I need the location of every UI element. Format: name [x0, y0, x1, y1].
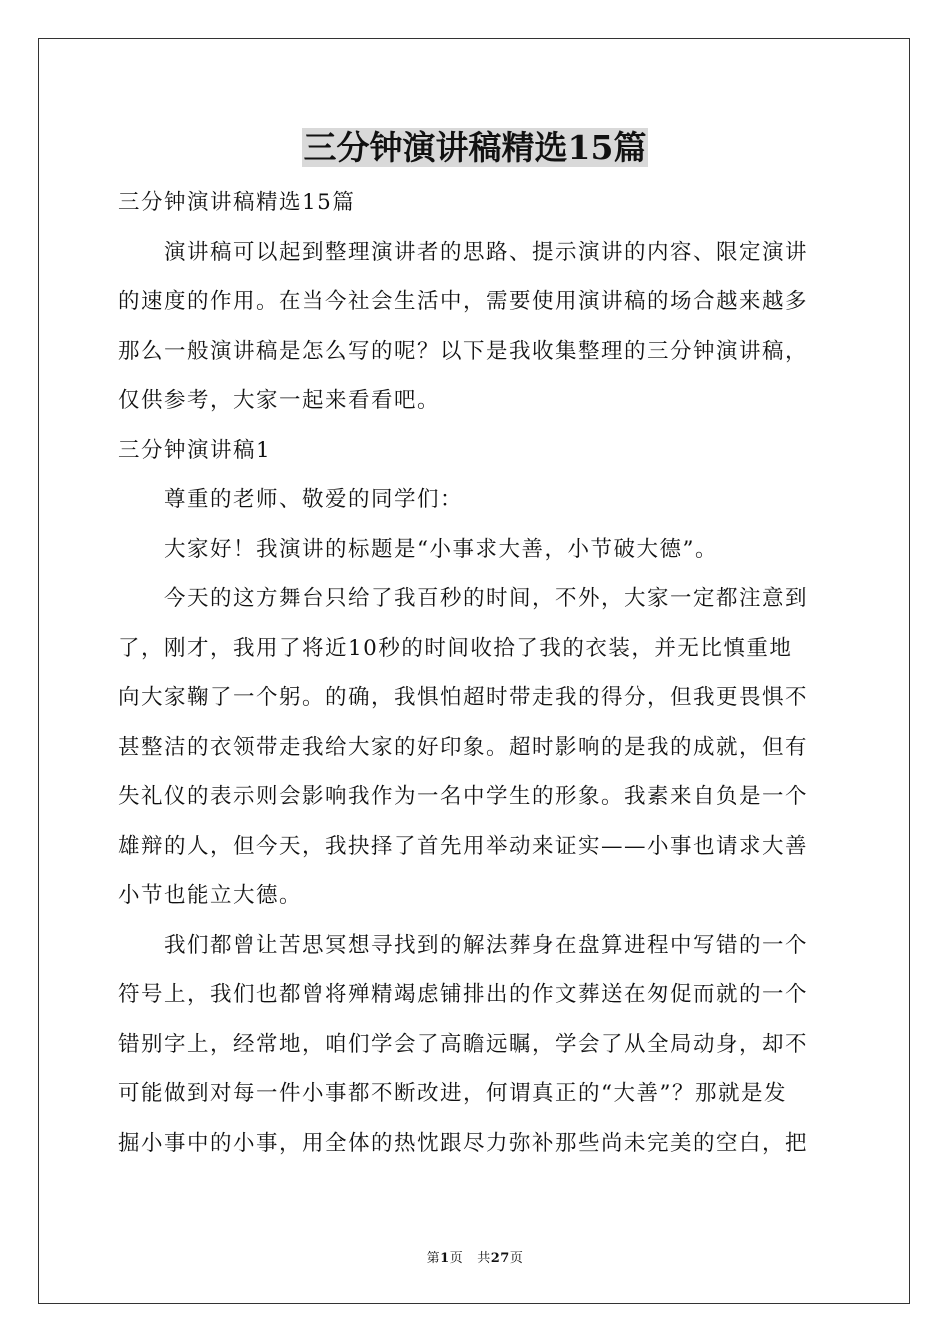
- footer-total-pages: 27: [490, 1251, 510, 1266]
- text-line: 尊重的老师、敬爱的同学们：: [164, 487, 464, 512]
- page-footer: [0, 1247, 950, 1266]
- text-line: 演讲稿可以起到整理演讲者的思路、提示演讲的内容、限定演讲: [164, 239, 809, 265]
- footer-page-prefix: 第: [426, 1251, 441, 1266]
- text-line: 向大家鞠了一个躬。的确，我惧怕超时带走我的得分，但我更畏惧不: [118, 685, 809, 710]
- footer-page-suffix: 页: [449, 1251, 464, 1266]
- text-line: 的速度的作用。在当今社会生活中，需要使用演讲稿的场合越来越多: [118, 289, 809, 314]
- text-line: 了，刚才，我用了将近10秒的时间收拾了我的衣装，并无比慎重地: [118, 635, 793, 661]
- document-title-text: 三分钟演讲稿精选15篇: [303, 128, 647, 167]
- text-line: 小节也能立大德。: [118, 883, 303, 908]
- text-line: 那么一般演讲稿是怎么写的呢？以下是我收集整理的三分钟演讲稿，: [118, 338, 809, 364]
- text-line: 三分钟演讲稿1: [118, 437, 272, 463]
- text-line: 符号上，我们也都曾将殚精竭虑铺排出的作文葬送在匆促而就的一个: [118, 982, 809, 1007]
- footer-total-suffix: 页: [509, 1251, 524, 1266]
- footer-page-number: 1: [440, 1251, 450, 1266]
- text-line: 仅供参考，大家一起来看看吧。: [118, 388, 441, 413]
- text-line: 今天的这方舞台只给了我百秒的时间，不外，大家一定都注意到: [164, 586, 809, 611]
- document-body: [118, 178, 838, 1168]
- document-title: [0, 126, 950, 170]
- text-line: 失礼仪的表示则会影响我作为一名中学生的形象。我素来自负是一个: [118, 784, 809, 809]
- text-line: 甚整洁的衣领带走我给大家的好印象。超时影响的是我的成就，但有: [118, 734, 809, 760]
- text-line: 可能做到对每一件小事都不断改进，何谓真正的“大善”？那就是发: [118, 1081, 787, 1106]
- text-line: 错别字上，经常地，咱们学会了高瞻远瞩，学会了从全局动身，却不: [118, 1031, 809, 1057]
- text-line: 雄辩的人，但今天，我抉择了首先用举动来证实——小事也请求大善: [118, 833, 809, 859]
- text-line: 三分钟演讲稿精选15篇: [118, 190, 356, 215]
- text-line: 掘小事中的小事，用全体的热忱跟尽力弥补那些尚未完美的空白，把: [118, 1130, 809, 1156]
- footer-total-prefix: 共: [477, 1251, 491, 1266]
- text-line: 大家好！我演讲的标题是“小事求大善，小节破大德”。: [164, 536, 718, 562]
- text-line: 我们都曾让苦思冥想寻找到的解法葬身在盘算进程中写错的一个: [164, 932, 809, 958]
